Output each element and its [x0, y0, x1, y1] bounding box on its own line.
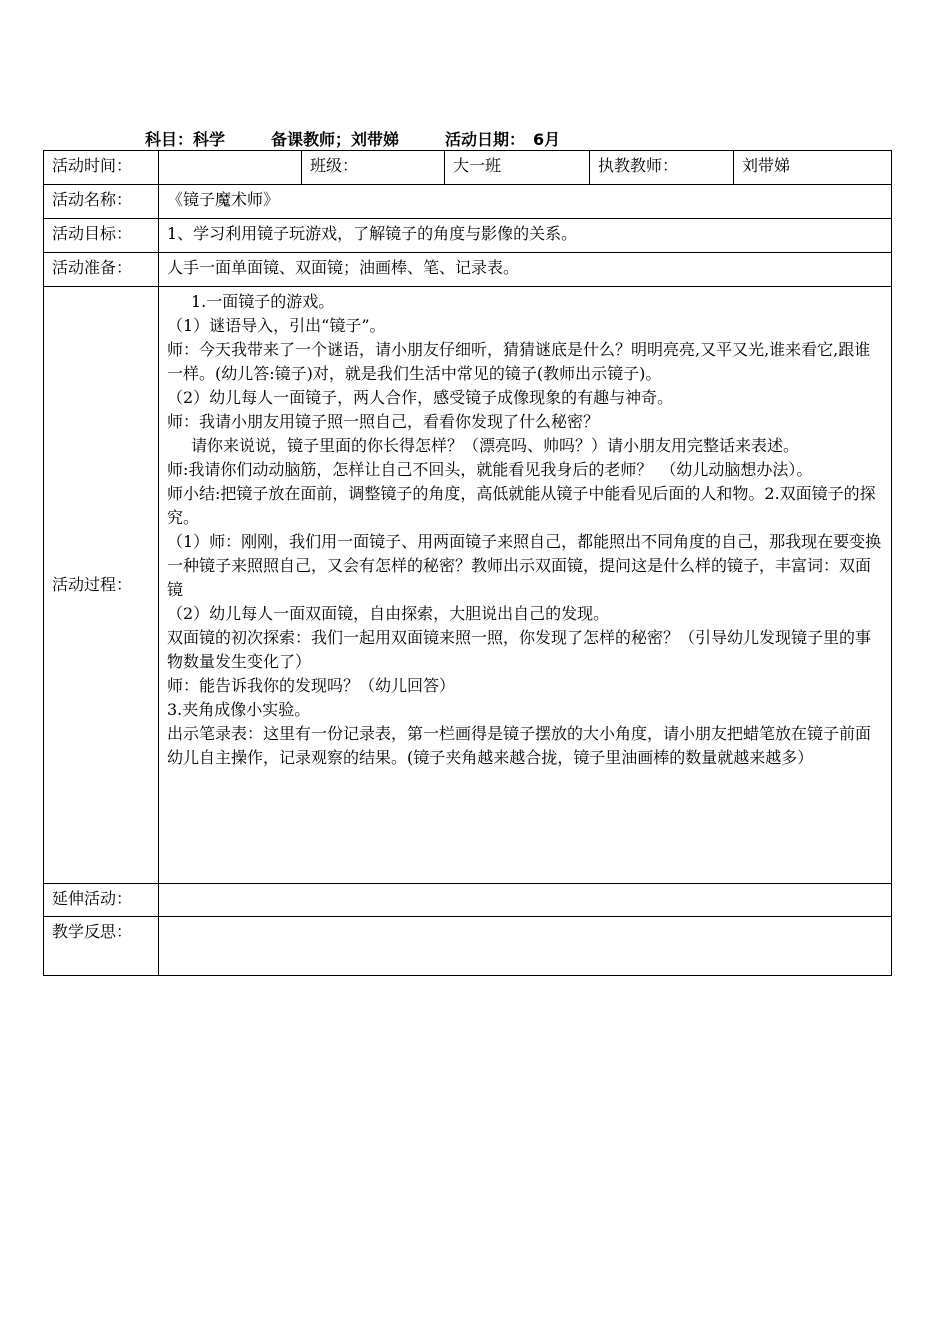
activity-prep-row	[44, 253, 892, 287]
activity-prep-value: 人手一面单面镜、双面镜；油画棒、笔、记录表。	[159, 253, 892, 287]
activity-process-label: 活动过程：	[44, 287, 159, 884]
process-line: （1）谜语导入，引出“镜子”。	[167, 316, 386, 335]
process-line: （2）幼儿每人一面镜子，两人合作，感受镜子成像现象的有趣与神奇。	[167, 388, 674, 407]
process-line: 幼儿自主操作，记录观察的结果。(镜子夹角越来越合拢，镜子里油画棒的数量就越来越多）	[167, 748, 814, 767]
activity-name-row	[44, 185, 892, 219]
lesson-plan-table	[43, 150, 892, 976]
activity-goal-label: 活动目标：	[44, 219, 159, 253]
class-label: 班级：	[302, 151, 445, 185]
reflection-row	[44, 917, 892, 976]
extension-label: 延伸活动：	[44, 884, 159, 917]
process-line: 师:我请你们动动脑筋，怎样让自己不回头，就能看见我身后的老师？ （幼儿动脑想办法）。	[167, 460, 813, 479]
info-row	[44, 151, 892, 185]
class-value: 大一班	[445, 151, 590, 185]
activity-goal-value: 1、学习利用镜子玩游戏，了解镜子的角度与影像的关系。	[159, 219, 892, 253]
exec-teacher-label: 执教教师：	[590, 151, 734, 185]
activity-process-row	[44, 287, 892, 884]
process-line: 出示笔录表：这里有一份记录表，第一栏画得是镜子摆放的大小角度，请小朋友把蜡笔放在镜子前面	[167, 724, 872, 743]
document-header	[145, 127, 560, 150]
time-value	[159, 151, 302, 185]
process-line: 请你来说说，镜子里面的你长得怎样？（漂亮吗、帅吗？）请小朋友用完整话来表述。	[191, 436, 800, 455]
reflection-label: 教学反思：	[44, 917, 159, 976]
activity-goal-row	[44, 219, 892, 253]
process-line: 师：我请小朋友用镜子照一照自己，看看你发现了什么秘密？	[167, 412, 600, 431]
process-line: 双面镜的初次探索：我们一起用双面镜来照一照，你发现了怎样的秘密？（引导幼儿发现镜子里的事物数量发生变化了）	[167, 628, 872, 671]
reflection-value	[159, 917, 892, 976]
activity-name-value: 《镜子魔术师》	[159, 185, 892, 219]
extension-value	[159, 884, 892, 917]
activity-date-text: 活动日期： 6月	[445, 130, 561, 149]
activity-process-content	[159, 287, 892, 884]
process-line: 师：能告诉我你的发现吗？（幼儿回答）	[167, 676, 456, 695]
time-label: 活动时间：	[44, 151, 159, 185]
process-line: 1.一面镜子的游戏。	[191, 292, 335, 311]
process-line: 师：今天我带来了一个谜语，请小朋友仔细听，猜猜谜底是什么？明明亮亮,又平又光,谁来看它,跟谁一样。(幼儿答:镜子)对，就是我们生活中常见的镜子(教师出示镜子)。	[167, 340, 871, 383]
subject-text: 科目：科学	[145, 130, 226, 149]
exec-teacher-value: 刘带娣	[734, 151, 892, 185]
process-line: （2）幼儿每人一面双面镜，自由探索，大胆说出自己的发现。	[167, 604, 610, 623]
process-line: 3.夹角成像小实验。	[167, 700, 311, 719]
prep-teacher-text: 备课教师；刘带娣	[271, 130, 400, 149]
extension-row	[44, 884, 892, 917]
activity-prep-label: 活动准备：	[44, 253, 159, 287]
activity-name-label: 活动名称：	[44, 185, 159, 219]
process-line: （1）师：刚刚，我们用一面镜子、用两面镜子来照自己，都能照出不同角度的自己，那我现在要变换一种镜子来照照自己，又会有怎样的秘密？教师出示双面镜，提问这是什么样的镜子，丰富词：双面镜	[167, 532, 882, 599]
process-line: 师小结:把镜子放在面前，调整镜子的角度，高低就能从镜子中能看见后面的人和物。2.双面镜子的探究。	[167, 484, 876, 527]
